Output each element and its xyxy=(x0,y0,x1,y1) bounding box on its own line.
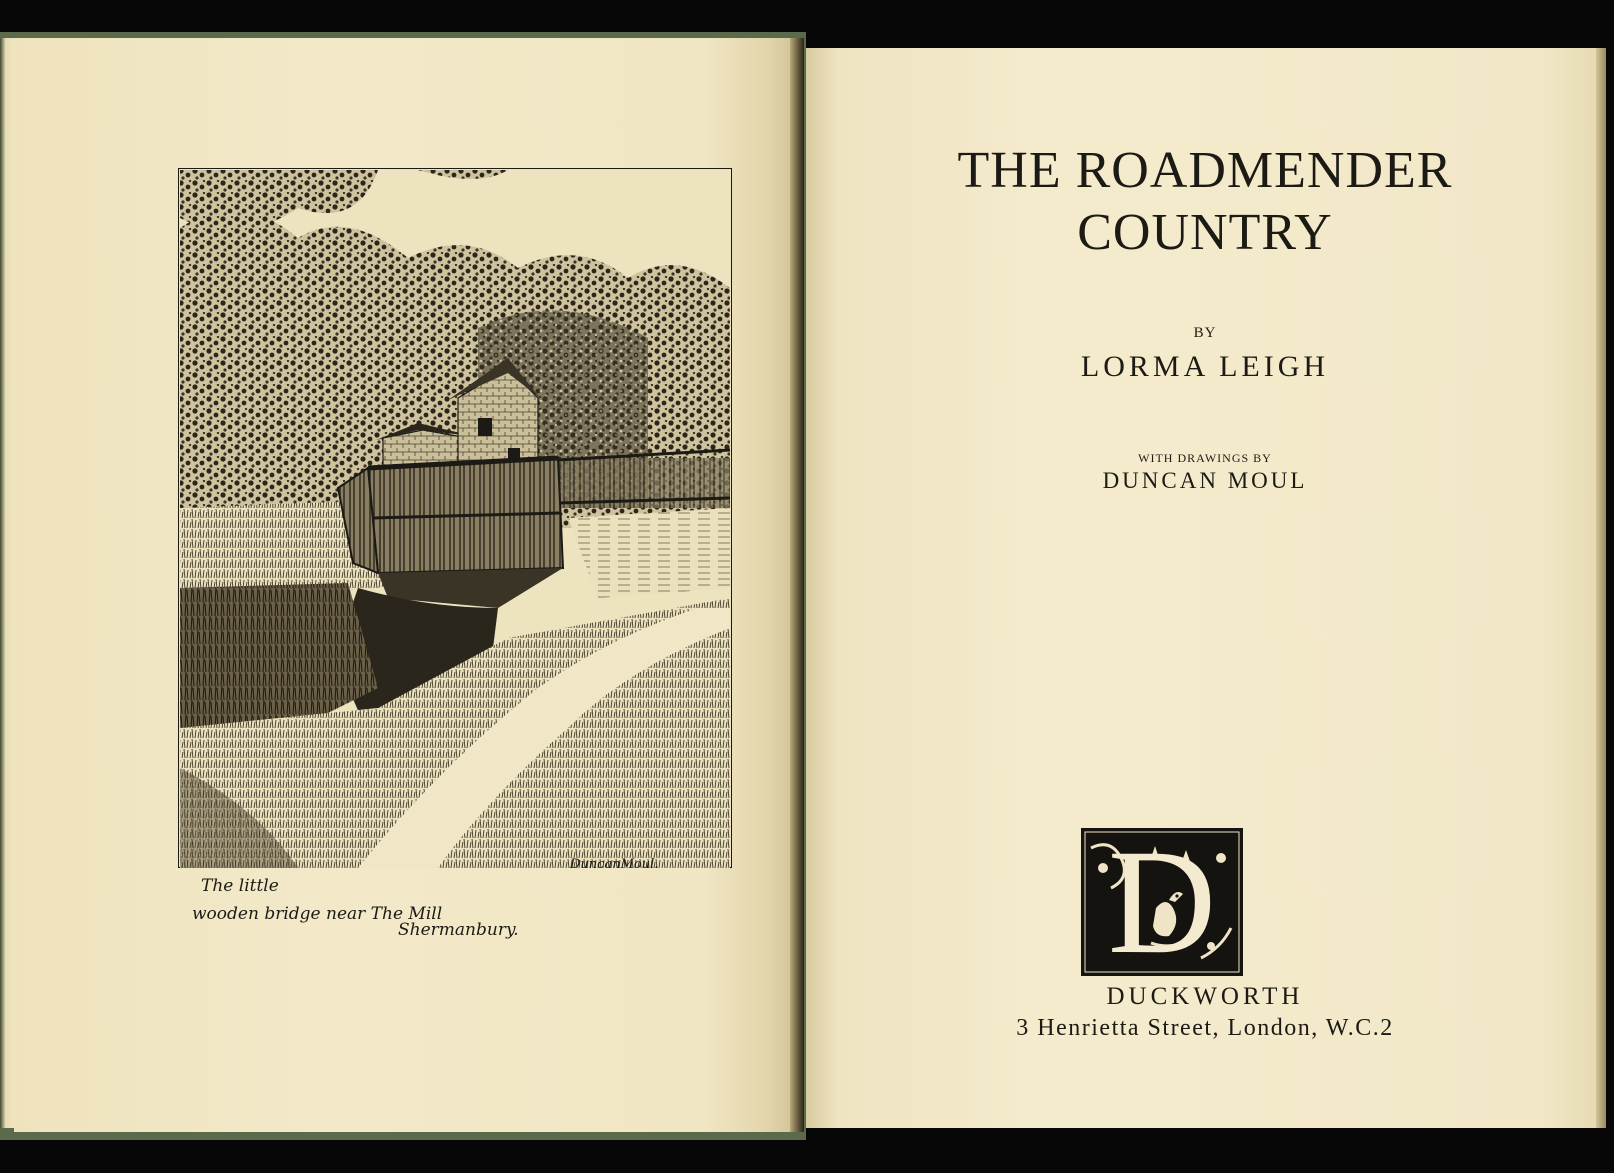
frontispiece-illustration xyxy=(178,168,732,868)
author-name: LORMA LEIGH xyxy=(1080,350,1330,383)
artist-signature: DuncanMoul. xyxy=(570,857,659,872)
page-edge xyxy=(1596,48,1606,1128)
caption-line-3: Shermanbury. xyxy=(398,920,519,940)
publisher-address: 3 Henrietta Street, London, W.C.2 xyxy=(1016,1015,1394,1041)
publisher-device-icon xyxy=(1081,819,1243,985)
publisher-name: DUCKWORTH xyxy=(1106,983,1304,1010)
board-edge xyxy=(0,38,14,1128)
title-line-2: COUNTRY xyxy=(1077,204,1333,261)
book-title xyxy=(830,140,1580,264)
caption-line-1: The little xyxy=(201,876,279,896)
title-line-1: THE ROADMENDER xyxy=(957,142,1453,199)
book-gutter xyxy=(790,38,804,1132)
illustrator-name: DUNCAN MOUL xyxy=(1102,468,1308,493)
caption-line-2: wooden bridge near The Mill xyxy=(192,904,443,924)
by-label: BY xyxy=(1193,325,1217,341)
device-letter: D xyxy=(1107,819,1217,985)
with-drawings-label: WITH DRAWINGS BY xyxy=(1138,451,1272,465)
